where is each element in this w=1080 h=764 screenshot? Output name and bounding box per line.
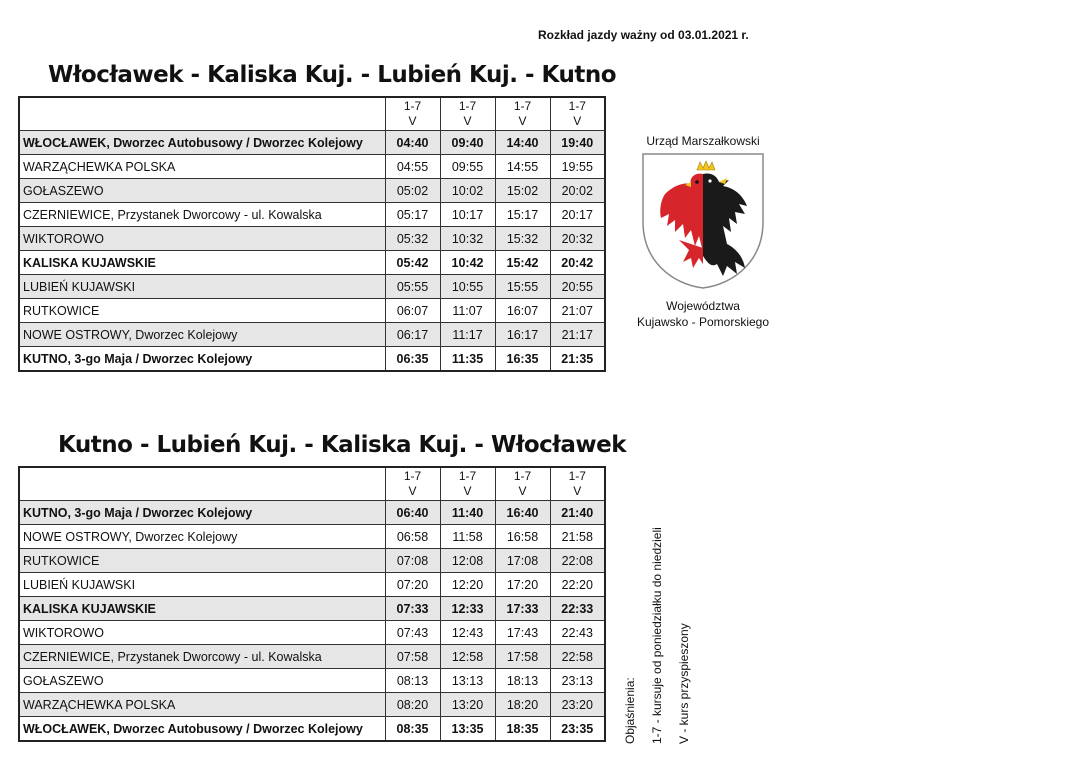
departure-time: 17:58: [495, 645, 550, 669]
stop-name-cell: [19, 179, 385, 203]
stop-row: [19, 227, 605, 251]
departure-time: 11:35: [440, 347, 495, 372]
departure-time: 05:55: [385, 275, 440, 299]
stop-name-cell: [19, 251, 385, 275]
header-course-cell: [385, 97, 440, 131]
departure-time: 13:13: [440, 669, 495, 693]
departure-time: 12:08: [440, 549, 495, 573]
stop-row: [19, 525, 605, 549]
departure-time: 16:07: [495, 299, 550, 323]
stop-name: KALISKA KUJAWSKIE: [23, 601, 156, 616]
departure-time: 22:33: [550, 597, 605, 621]
stop-name-cell: [19, 299, 385, 323]
header-course-label: V: [463, 114, 472, 128]
stop-detail: Przystanek Dworcowy - ul. Kowalska: [113, 207, 322, 222]
header-course-label: 1-7: [513, 469, 532, 483]
departure-time: 17:43: [495, 621, 550, 645]
header-course-cell: [385, 467, 440, 501]
stop-name: NOWE OSTROWY,: [23, 529, 132, 544]
stop-name-cell: [19, 203, 385, 227]
departure-time: 15:17: [495, 203, 550, 227]
stop-name: NOWE OSTROWY,: [23, 327, 132, 342]
stop-row: [19, 645, 605, 669]
stop-name: WIKTOROWO: [23, 231, 105, 246]
legend-heading: Objaśnienia:: [623, 677, 637, 744]
header-course-label: 1-7: [568, 99, 586, 113]
departure-time: 10:42: [440, 251, 495, 275]
departure-time: 07:33: [385, 597, 440, 621]
header-course-label: V: [463, 484, 472, 498]
departure-time: 11:40: [440, 501, 495, 525]
stop-name-cell: [19, 227, 385, 251]
stop-row: [19, 501, 605, 525]
departure-time: 12:58: [440, 645, 495, 669]
route-title-2: Kutno - Lubień Kuj. - Kaliska Kuj. - Włocławek: [58, 432, 626, 458]
header-stop-cell: [19, 467, 385, 501]
departure-time: 17:33: [495, 597, 550, 621]
stop-row: [19, 347, 605, 372]
header-course-label: 1-7: [568, 469, 586, 483]
header-course-label: V: [573, 484, 582, 498]
departure-time: 21:58: [550, 525, 605, 549]
departure-time: 15:55: [495, 275, 550, 299]
departure-time: 14:55: [495, 155, 550, 179]
departure-time: 16:35: [495, 347, 550, 372]
stop-name-cell: [19, 525, 385, 549]
header-course-label: V: [518, 484, 527, 498]
stop-row: [19, 299, 605, 323]
stop-name-cell: [19, 597, 385, 621]
stop-name: WŁOCŁAWEK, Dworzec Autobusowy / Dworzec Kolejowy: [23, 135, 363, 150]
stop-name: WARZĄCHEWKA POLSKA: [23, 697, 176, 712]
departure-time: 06:35: [385, 347, 440, 372]
departure-time: 20:42: [550, 251, 605, 275]
departure-time: 20:55: [550, 275, 605, 299]
departure-time: 08:35: [385, 717, 440, 742]
header-course-label: V: [518, 114, 527, 128]
stop-row: [19, 179, 605, 203]
legend: [617, 527, 698, 744]
stop-name-cell: [19, 669, 385, 693]
departure-time: 08:13: [385, 669, 440, 693]
stop-name-cell: [19, 155, 385, 179]
stop-name-cell: [19, 621, 385, 645]
departure-time: 10:55: [440, 275, 495, 299]
departure-time: 19:55: [550, 155, 605, 179]
departure-time: 17:20: [495, 573, 550, 597]
departure-time: 08:20: [385, 693, 440, 717]
departure-time: 07:08: [385, 549, 440, 573]
departure-time: 15:02: [495, 179, 550, 203]
stop-name: RUTKOWICE: [23, 553, 100, 568]
departure-time: 07:58: [385, 645, 440, 669]
header-course-label: V: [408, 114, 417, 128]
departure-time: 04:55: [385, 155, 440, 179]
header-course-cell: [495, 97, 550, 131]
departure-time: 12:33: [440, 597, 495, 621]
stop-name: WIKTOROWO: [23, 625, 105, 640]
departure-time: 15:42: [495, 251, 550, 275]
header-course-label: 1-7: [403, 469, 422, 483]
departure-time: 11:17: [440, 323, 495, 347]
stop-row: [19, 669, 605, 693]
departure-time: 12:43: [440, 621, 495, 645]
office-region-line-2: Kujawsko - Pomorskiego: [636, 315, 770, 329]
departure-time: 20:02: [550, 179, 605, 203]
stop-name: WŁOCŁAWEK, Dworzec Autobusowy / Dworzec Kolejowy: [23, 721, 363, 736]
header-course-cell: [550, 97, 605, 131]
departure-time: 09:55: [440, 155, 495, 179]
stop-row: [19, 275, 605, 299]
header-course-label: 1-7: [403, 99, 422, 113]
stop-name: GOŁASZEWO: [23, 673, 104, 688]
coat-of-arms-block: [628, 134, 778, 330]
departure-time: 10:17: [440, 203, 495, 227]
stop-name: GOŁASZEWO: [23, 183, 104, 198]
stop-row: [19, 323, 605, 347]
stop-name: CZERNIEWICE,: [23, 207, 114, 222]
stop-name-cell: [19, 275, 385, 299]
departure-time: 05:32: [385, 227, 440, 251]
departure-time: 10:02: [440, 179, 495, 203]
departure-time: 18:13: [495, 669, 550, 693]
header-course-cell: [495, 467, 550, 501]
departure-time: 20:17: [550, 203, 605, 227]
stop-name-cell: [19, 549, 385, 573]
timetable-2: [18, 466, 606, 742]
departure-time: 04:40: [385, 131, 440, 155]
departure-time: 07:43: [385, 621, 440, 645]
departure-time: 23:13: [550, 669, 605, 693]
departure-time: 06:40: [385, 501, 440, 525]
office-name: Urząd Marszałkowski: [646, 134, 760, 148]
departure-time: 06:17: [385, 323, 440, 347]
stop-name: WARZĄCHEWKA POLSKA: [23, 159, 176, 174]
stop-name-cell: [19, 347, 385, 372]
departure-time: 21:40: [550, 501, 605, 525]
header-row: [19, 467, 605, 501]
legend-line-1: 1-7 - kursuje od poniedziałku do niedzieli: [650, 527, 664, 744]
header-row: [19, 97, 605, 131]
departure-time: 05:42: [385, 251, 440, 275]
departure-time: 19:40: [550, 131, 605, 155]
stop-detail: Dworzec Kolejowy: [131, 327, 238, 342]
header-course-label: V: [408, 484, 417, 498]
departure-time: 18:35: [495, 717, 550, 742]
departure-time: 23:20: [550, 693, 605, 717]
stop-name-cell: [19, 323, 385, 347]
departure-time: 11:07: [440, 299, 495, 323]
departure-time: 16:17: [495, 323, 550, 347]
departure-time: 07:20: [385, 573, 440, 597]
stop-name-cell: [19, 693, 385, 717]
office-region: [628, 298, 778, 330]
header-course-cell: [440, 97, 495, 131]
stop-row: [19, 597, 605, 621]
header-course-label: 1-7: [458, 469, 477, 483]
stop-row: [19, 251, 605, 275]
stop-detail: Przystanek Dworcowy - ul. Kowalska: [113, 649, 322, 664]
stop-name-cell: [19, 645, 385, 669]
header-course-cell: [550, 467, 605, 501]
departure-time: 22:20: [550, 573, 605, 597]
departure-time: 05:02: [385, 179, 440, 203]
departure-time: 22:43: [550, 621, 605, 645]
departure-time: 06:07: [385, 299, 440, 323]
stop-row: [19, 131, 605, 155]
stop-name-cell: [19, 501, 385, 525]
departure-time: 17:08: [495, 549, 550, 573]
departure-time: 11:58: [440, 525, 495, 549]
departure-time: 09:40: [440, 131, 495, 155]
stop-detail: Dworzec Kolejowy: [131, 529, 238, 544]
departure-time: 15:32: [495, 227, 550, 251]
departure-time: 22:58: [550, 645, 605, 669]
stop-name-cell: [19, 717, 385, 742]
route-title-1: Włocławek - Kaliska Kuj. - Lubień Kuj. - Kutno: [48, 62, 616, 88]
departure-time: 21:17: [550, 323, 605, 347]
stop-name: KUTNO, 3-go Maja / Dworzec Kolejowy: [23, 351, 253, 366]
stop-name: LUBIEŃ KUJAWSKI: [23, 279, 136, 294]
departure-time: 13:20: [440, 693, 495, 717]
header-course-label: 1-7: [513, 99, 532, 113]
stop-row: [19, 155, 605, 179]
validity-note: Rozkład jazdy ważny od 03.01.2021 r.: [538, 28, 749, 42]
stop-row: [19, 621, 605, 645]
departure-time: 21:07: [550, 299, 605, 323]
header-course-cell: [440, 467, 495, 501]
stop-row: [19, 717, 605, 742]
legend-line-2: V - kurs przyspieszony: [677, 623, 691, 744]
header-course-label: V: [573, 114, 582, 128]
stop-name: RUTKOWICE: [23, 303, 100, 318]
departure-time: 05:17: [385, 203, 440, 227]
departure-time: 21:35: [550, 347, 605, 372]
coat-of-arms-icon: [639, 152, 767, 290]
departure-time: 16:58: [495, 525, 550, 549]
header-course-label: 1-7: [458, 99, 477, 113]
stop-name-cell: [19, 131, 385, 155]
header-stop-cell: [19, 97, 385, 131]
departure-time: 10:32: [440, 227, 495, 251]
stop-row: [19, 203, 605, 227]
departure-time: 16:40: [495, 501, 550, 525]
departure-time: 13:35: [440, 717, 495, 742]
stop-name: CZERNIEWICE,: [23, 649, 114, 664]
departure-time: 18:20: [495, 693, 550, 717]
departure-time: 20:32: [550, 227, 605, 251]
departure-time: 22:08: [550, 549, 605, 573]
departure-time: 14:40: [495, 131, 550, 155]
departure-time: 06:58: [385, 525, 440, 549]
stop-name: LUBIEŃ KUJAWSKI: [23, 577, 136, 592]
stop-name-cell: [19, 573, 385, 597]
departure-time: 12:20: [440, 573, 495, 597]
office-region-line-1: Województwa: [666, 299, 740, 313]
departure-time: 23:35: [550, 717, 605, 742]
stop-row: [19, 549, 605, 573]
stop-row: [19, 573, 605, 597]
timetable-1: [18, 96, 606, 372]
stop-name: KALISKA KUJAWSKIE: [23, 255, 156, 270]
stop-name: KUTNO, 3-go Maja / Dworzec Kolejowy: [23, 505, 253, 520]
stop-row: [19, 693, 605, 717]
